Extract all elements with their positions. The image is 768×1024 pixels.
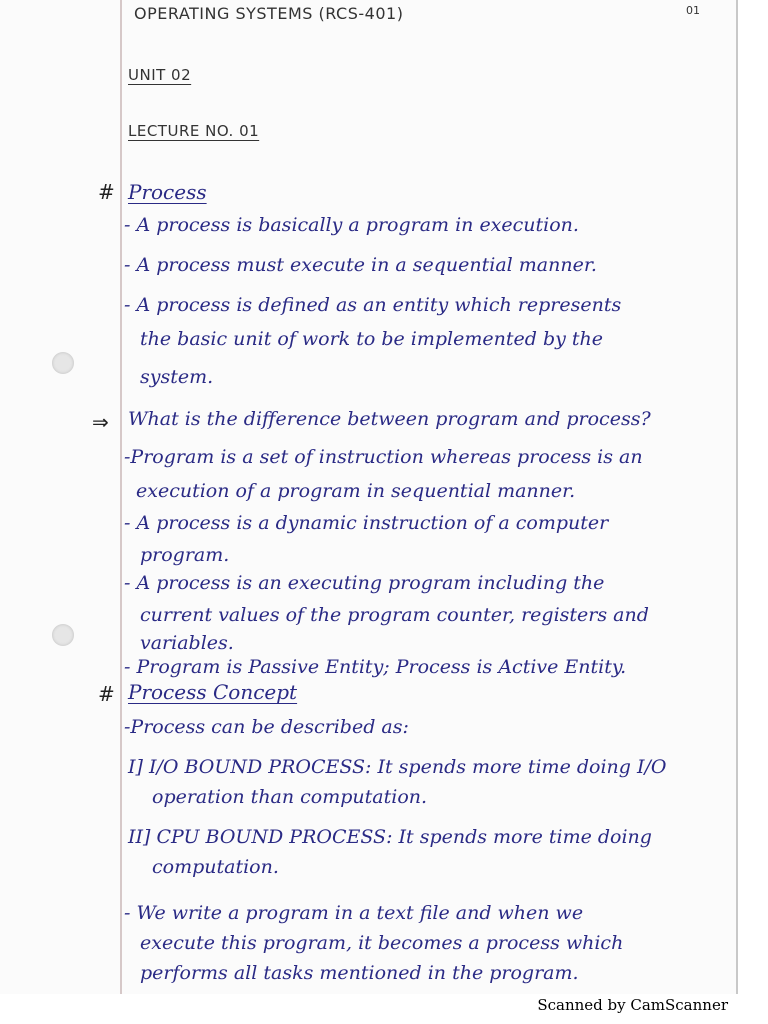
margin-line <box>120 0 122 994</box>
note-line: II] CPU BOUND PROCESS: It spends more time doing <box>128 826 652 848</box>
note-line: execute this program, it becomes a process which <box>140 932 624 954</box>
note-line: the basic unit of work to be implemented by the <box>140 328 603 350</box>
unit-label: UNIT 02 <box>128 66 192 84</box>
punch-hole <box>52 352 74 374</box>
note-line: - A process is an executing program including the <box>124 572 605 594</box>
note-line: program. <box>140 544 230 566</box>
sheet-edge <box>736 0 738 994</box>
note-line: - A process is basically a program in execution. <box>124 214 579 236</box>
note-line: - A process is defined as an entity which represents <box>124 294 622 316</box>
page-number: 01 <box>686 4 700 17</box>
note-line: system. <box>140 366 214 388</box>
section-title-process: Process <box>128 180 207 204</box>
note-line: operation than computation. <box>152 786 428 808</box>
note-line: - We write a program in a text file and when we <box>124 902 584 924</box>
note-line: I] I/O BOUND PROCESS: It spends more time doing I/O <box>128 756 667 778</box>
note-line: -Process can be described as: <box>124 716 409 738</box>
note-line: - A process is a dynamic instruction of a computer <box>124 512 609 534</box>
heading-hash-mark: # <box>98 180 115 204</box>
note-line: performs all tasks mentioned in the program. <box>140 962 579 984</box>
note-line: -Program is a set of instruction whereas process is an <box>124 446 643 468</box>
note-line: variables. <box>140 632 234 654</box>
heading-hash-mark: # <box>98 682 115 706</box>
note-line: - Program is Passive Entity; Process is Active Entity. <box>124 656 627 678</box>
section-title-process-concept: Process Concept <box>128 680 298 704</box>
punch-hole <box>52 624 74 646</box>
note-line: execution of a program in sequential manner. <box>136 480 576 502</box>
note-line: - A process must execute in a sequential manner. <box>124 254 597 276</box>
note-line: current values of the program counter, registers and <box>140 604 649 626</box>
question-heading: What is the difference between program and process? <box>128 408 651 430</box>
course-title: OPERATING SYSTEMS (RCS-401) <box>134 4 404 23</box>
arrow-mark: ⇒ <box>92 410 109 434</box>
note-line: computation. <box>152 856 279 878</box>
lecture-label: LECTURE NO. 01 <box>128 122 260 140</box>
scanner-watermark: Scanned by CamScanner <box>537 996 728 1014</box>
